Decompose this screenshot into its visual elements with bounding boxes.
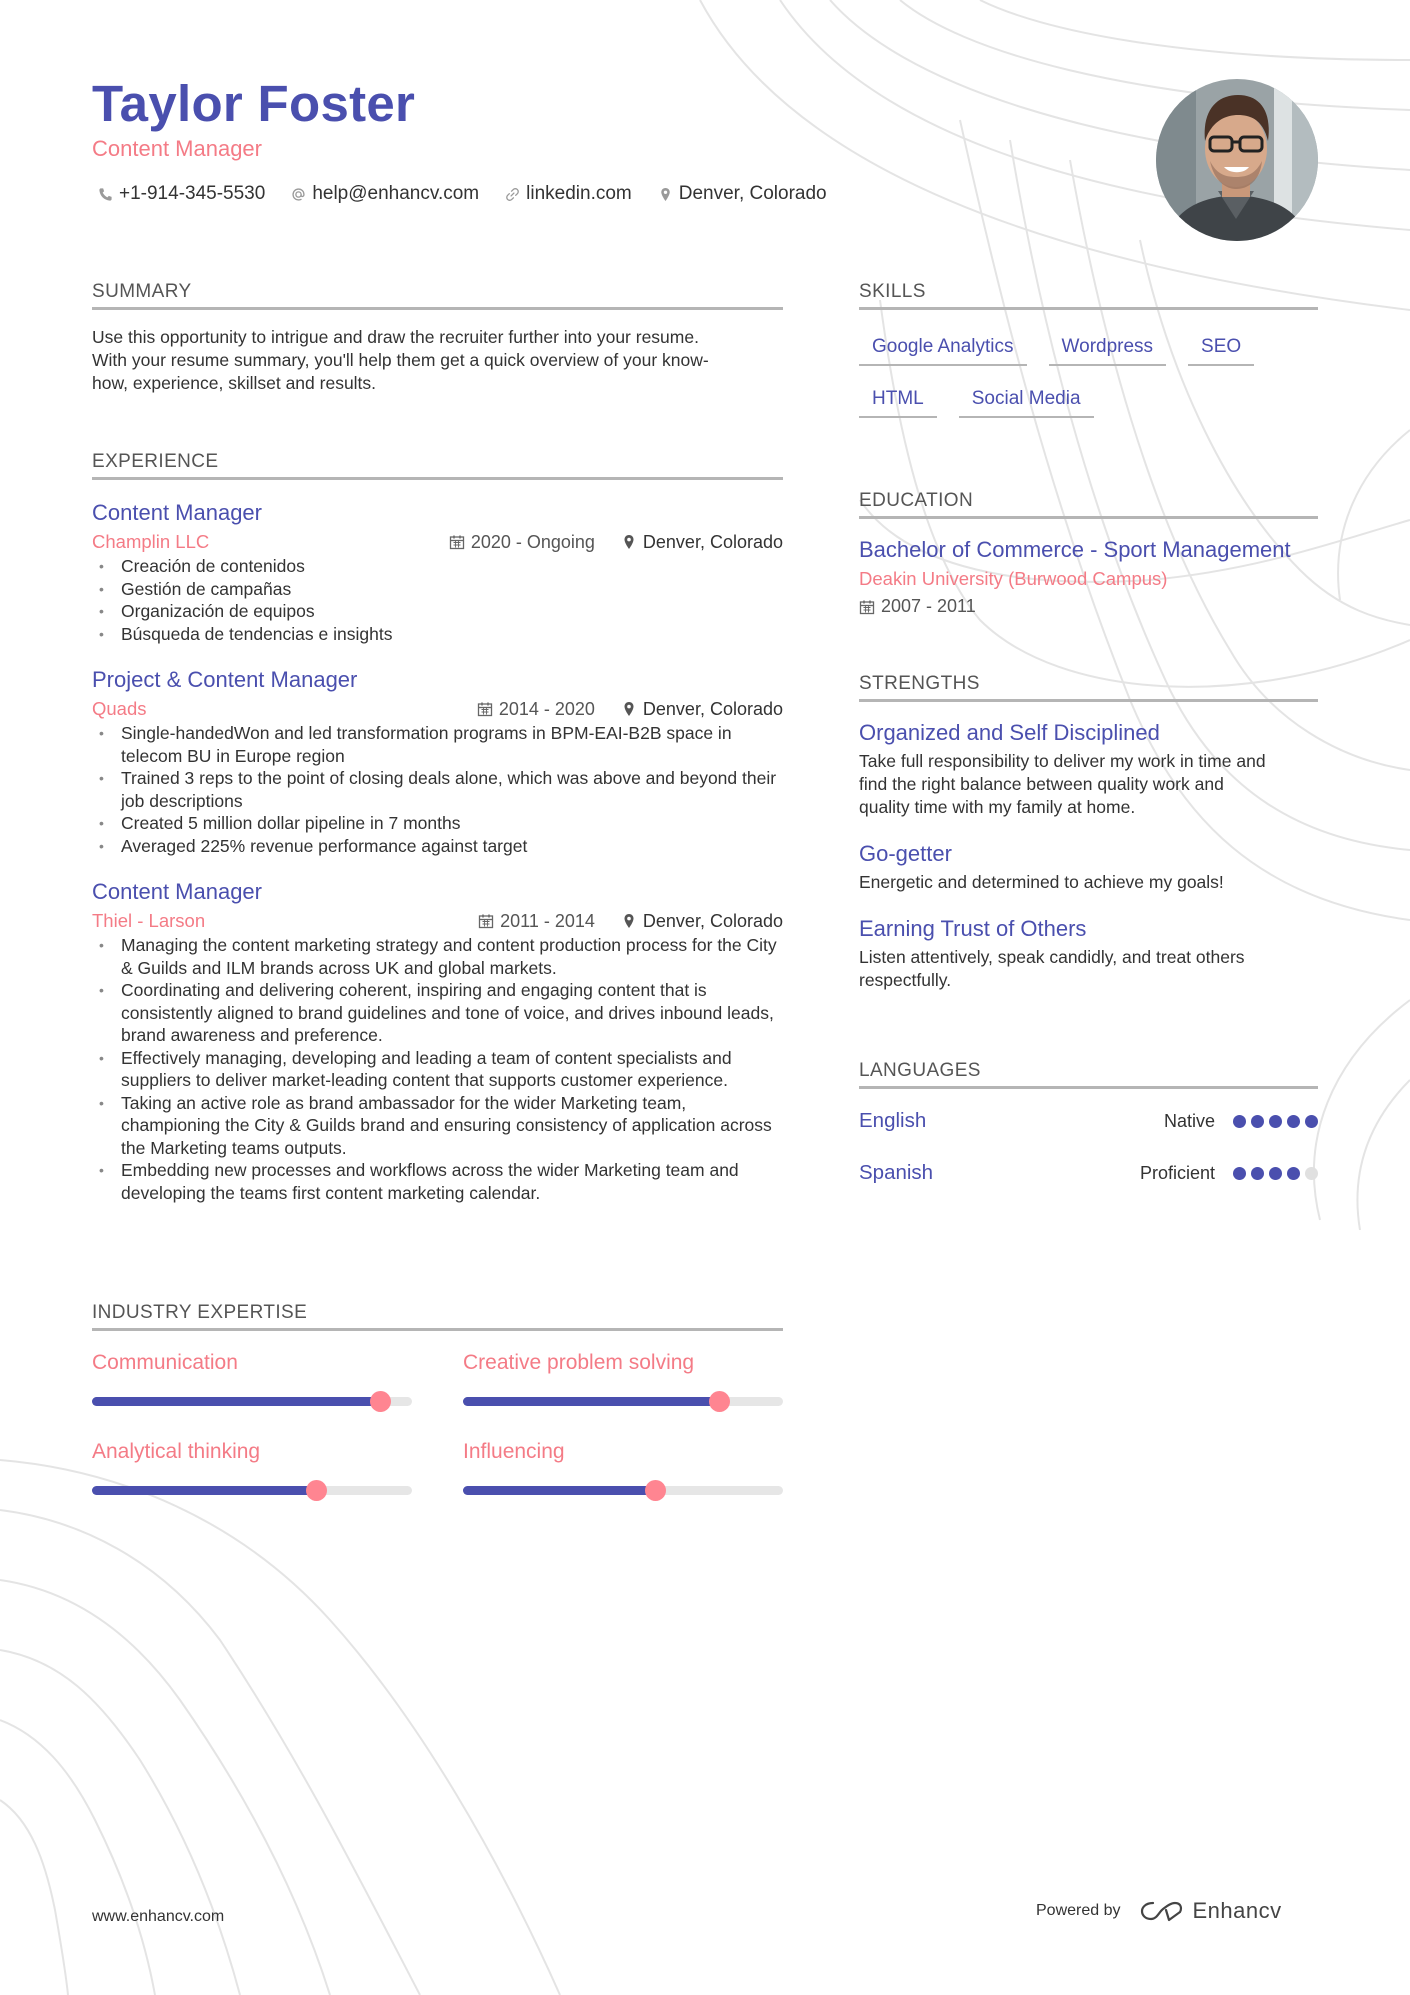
strengths-section <box>859 673 1318 992</box>
language-level: Native <box>1163 1110 1215 1131</box>
summary-line: With your resume summary, you'll help them get a quick overview of your know- <box>92 350 709 370</box>
industry-expertise-heading: INDUSTRY EXPERTISE <box>92 1302 783 1331</box>
summary-heading: SUMMARY <box>92 281 783 310</box>
powered-by-label: Powered by <box>1036 1902 1121 1919</box>
contact-linkedin[interactable] <box>505 183 632 205</box>
job-dates: 2011 - 2014 <box>500 910 595 931</box>
footer-website-link[interactable]: www.enhancv.com <box>92 1908 225 1925</box>
skills-heading: SKILLS <box>859 281 1318 310</box>
summary-section <box>92 281 783 395</box>
link-icon <box>505 187 520 202</box>
language-proficiency-dots <box>1233 1167 1318 1180</box>
strength-desc-line: Energetic and determined to achieve my goals! <box>859 872 1224 892</box>
contact-phone[interactable] <box>98 183 265 205</box>
bullet-item: • Effectively managing, developing and leading a team of content specialists and suppliers to deliver market-leading content that supports customer experience. <box>92 1047 783 1092</box>
language-name: English <box>859 1109 927 1132</box>
bullet-item: • Búsqueda de tendencias e insights <box>92 623 783 646</box>
location-pin-icon <box>621 701 637 717</box>
bullet-item: • Coordinating and delivering coherent, inspiring and engaging content that is consistently aligned to brand guidelines and tone of voice, and drives inbound leads, brand awareness and preference. <box>92 979 783 1047</box>
summary-text <box>92 326 783 395</box>
slider-knob <box>306 1480 327 1501</box>
bullet-item: • Created 5 million dollar pipeline in 7 months <box>92 812 783 835</box>
language-item <box>859 1147 1318 1199</box>
bullet-item: • Taking an active role as brand ambassador for the wider Marketing team, championing the City & Guilds brand and ensuring consistency of application across the Marketing teams outputs. <box>92 1092 783 1160</box>
job-company: Thiel - Larson <box>92 910 206 931</box>
strength-item <box>859 841 1318 894</box>
education-heading: EDUCATION <box>859 490 1318 519</box>
education-degree: Bachelor of Commerce - Sport Management <box>859 537 1291 562</box>
enhancv-brand-text: Enhancv <box>1192 1898 1282 1923</box>
calendar-icon <box>478 913 494 929</box>
expertise-item <box>92 1351 463 1406</box>
strength-title: Organized and Self Disciplined <box>859 720 1160 745</box>
language-name: Spanish <box>859 1161 934 1184</box>
location-pin-icon <box>621 534 637 550</box>
location-text: Denver, Colorado <box>678 183 827 204</box>
contact-location <box>658 183 827 205</box>
expertise-slider <box>92 1397 412 1406</box>
strength-desc-line: Listen attentively, speak candidly, and treat others <box>859 947 1245 967</box>
expertise-label: Communication <box>92 1351 238 1374</box>
strength-desc-line: respectfully. <box>859 970 952 990</box>
expertise-slider <box>92 1486 412 1495</box>
at-icon <box>291 187 306 202</box>
expertise-label: Influencing <box>463 1440 565 1463</box>
education-school: Deakin University (Burwood Campus) <box>859 568 1168 589</box>
bullet-item: • Single-handedWon and led transformation programs in BPM-EAI-B2B space in telecom BU in Europe region <box>92 722 783 767</box>
slider-knob <box>645 1480 666 1501</box>
languages-section <box>859 1060 1318 1199</box>
expertise-slider <box>463 1486 783 1495</box>
education-entry <box>859 537 1318 617</box>
experience-entry <box>92 667 783 857</box>
job-role: Content Manager <box>92 879 262 904</box>
experience-section <box>92 451 783 1204</box>
expertise-item <box>463 1440 783 1495</box>
strength-title: Go-getter <box>859 841 952 866</box>
linkedin-text: linkedin.com <box>526 183 632 204</box>
expertise-slider <box>463 1397 783 1406</box>
bullet-item: • Trained 3 reps to the point of closing deals alone, which was above and beyond their job descriptions <box>92 767 783 812</box>
job-company: Quads <box>92 698 147 719</box>
education-dates: 2007 - 2011 <box>881 596 976 616</box>
expertise-item <box>463 1351 783 1406</box>
expertise-item <box>92 1440 463 1495</box>
language-item <box>859 1095 1318 1147</box>
job-location: Denver, Colorado <box>642 531 783 552</box>
slider-knob <box>709 1391 730 1412</box>
strength-desc-line: quality time with my family at home. <box>859 797 1136 817</box>
summary-line: Use this opportunity to intrigue and draw the recruiter further into your resume. <box>92 327 699 347</box>
enhancv-logo-icon <box>1139 1899 1185 1923</box>
job-bullets <box>92 934 783 1204</box>
bullet-item: • Organización de equipos <box>92 600 783 623</box>
skill-tag: HTML <box>859 388 937 418</box>
skill-tag: SEO <box>1188 336 1254 366</box>
industry-expertise-section <box>92 1302 783 1495</box>
experience-entry <box>92 500 783 645</box>
slider-knob <box>370 1391 391 1412</box>
location-pin-icon <box>658 187 673 202</box>
job-bullets <box>92 722 783 857</box>
bullet-item: • Averaged 225% revenue performance against target <box>92 835 783 858</box>
strengths-heading: STRENGTHS <box>859 673 1318 702</box>
candidate-title: Content Manager <box>92 136 262 161</box>
phone-text: +1-914-345-5530 <box>119 183 266 204</box>
bullet-item: • Creación de contenidos <box>92 555 783 578</box>
languages-heading: LANGUAGES <box>859 1060 1318 1089</box>
calendar-icon <box>449 534 465 550</box>
job-location: Denver, Colorado <box>642 910 783 931</box>
bullet-item: • Embedding new processes and workflows across the wider Marketing team and developing the teams first content marketing calendar. <box>92 1159 783 1204</box>
language-proficiency-dots <box>1233 1115 1318 1128</box>
footer-branding <box>1036 1898 1282 1924</box>
education-section <box>859 490 1318 617</box>
job-dates: 2020 - Ongoing <box>470 531 595 552</box>
contact-email[interactable] <box>291 183 479 205</box>
phone-icon <box>98 187 113 202</box>
strength-item <box>859 916 1318 992</box>
enhancv-logo[interactable] <box>1139 1898 1282 1924</box>
skills-section <box>859 281 1318 440</box>
strength-item <box>859 720 1318 819</box>
calendar-icon <box>859 599 875 615</box>
job-dates: 2014 - 2020 <box>498 698 595 719</box>
strength-title: Earning Trust of Others <box>859 916 1087 941</box>
summary-line: how, experience, skillset and results. <box>92 373 377 393</box>
strength-desc-line: Take full responsibility to deliver my work in time and <box>859 751 1266 771</box>
skill-tag: Wordpress <box>1049 336 1167 366</box>
job-role: Project & Content Manager <box>92 667 358 692</box>
skill-tag: Social Media <box>959 388 1094 418</box>
bullet-item: • Managing the content marketing strategy and content production process for the City & Guilds and ILM brands across UK and global markets. <box>92 934 783 979</box>
language-level: Proficient <box>1139 1162 1215 1183</box>
expertise-label: Analytical thinking <box>92 1440 261 1463</box>
experience-entry <box>92 879 783 1204</box>
job-bullets <box>92 555 783 645</box>
bullet-item: • Gestión de campañas <box>92 578 783 601</box>
profile-photo <box>1156 79 1318 241</box>
candidate-name: Taylor Foster <box>92 75 416 132</box>
job-company: Champlin LLC <box>92 531 210 552</box>
email-text: help@enhancv.com <box>312 183 480 204</box>
strength-desc-line: find the right balance between quality work and <box>859 774 1224 794</box>
job-role: Content Manager <box>92 500 262 525</box>
skills-list <box>859 336 1339 440</box>
expertise-label: Creative problem solving <box>463 1351 695 1374</box>
location-pin-icon <box>621 913 637 929</box>
experience-heading: EXPERIENCE <box>92 451 783 480</box>
job-location: Denver, Colorado <box>642 698 783 719</box>
contact-line <box>98 183 827 205</box>
skill-tag: Google Analytics <box>859 336 1027 366</box>
calendar-icon <box>477 701 493 717</box>
